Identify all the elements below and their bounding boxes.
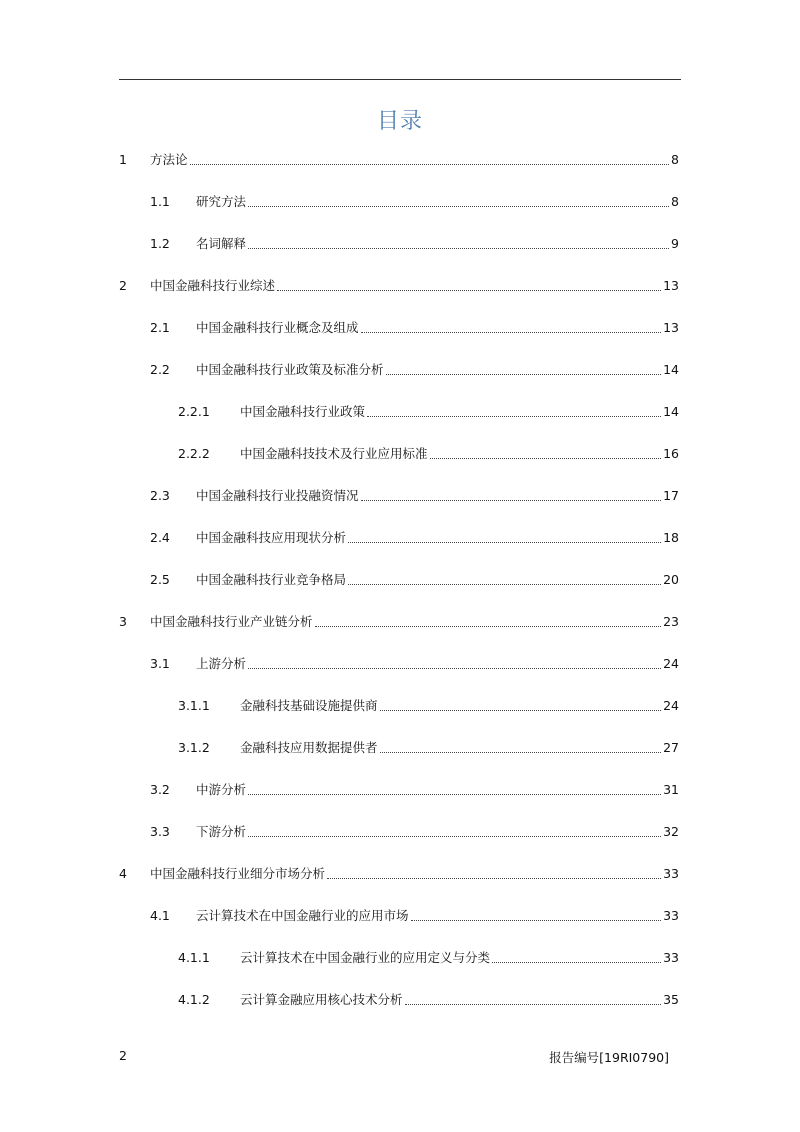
footer-page-number: 2 [119, 1048, 127, 1063]
toc-entry-title: 下游分析 [196, 824, 247, 839]
toc-entry-number: 2 [119, 278, 127, 293]
toc-entry-title: 金融科技基础设施提供商 [240, 698, 378, 713]
toc-entry[interactable] [150, 235, 679, 253]
toc-leader-dots [190, 164, 670, 165]
toc-entry-title: 云计算技术在中国金融行业的应用定义与分类 [240, 950, 491, 965]
toc-entry-page: 13 [663, 278, 679, 293]
toc-entry[interactable] [178, 739, 679, 757]
toc-entry-page: 33 [663, 866, 679, 881]
toc-entry-page: 13 [663, 320, 679, 335]
toc-leader-dots [248, 836, 661, 837]
toc-leader-dots [386, 374, 662, 375]
toc-entry-title: 中国金融科技应用现状分析 [196, 530, 347, 545]
toc-entry-number: 2.2.1 [178, 404, 210, 419]
toc-entry-number: 2.2.2 [178, 446, 210, 461]
toc-entry-title: 名词解释 [196, 236, 247, 251]
toc-entry-number: 3.3 [150, 824, 170, 839]
toc-leader-dots [248, 248, 669, 249]
toc-entry-page: 20 [663, 572, 679, 587]
toc-entry-number: 4.1.1 [178, 950, 210, 965]
toc-entry-title: 中国金融科技行业综述 [150, 278, 276, 293]
toc-entry-page: 33 [663, 950, 679, 965]
toc-entry[interactable] [119, 865, 679, 883]
toc-leader-dots [411, 920, 662, 921]
toc-leader-dots [277, 290, 661, 291]
toc-entry-page: 18 [663, 530, 679, 545]
toc-entry-number: 3 [119, 614, 127, 629]
toc-entry-number: 2.1 [150, 320, 170, 335]
toc-leader-dots [248, 206, 669, 207]
toc-entry-title: 研究方法 [196, 194, 247, 209]
toc-leader-dots [248, 794, 661, 795]
toc-entry-number: 2.3 [150, 488, 170, 503]
toc-entry-title: 方法论 [150, 152, 188, 167]
toc-entry-page: 9 [671, 236, 679, 251]
toc-entry-number: 2.5 [150, 572, 170, 587]
toc-entry-number: 4.1 [150, 908, 170, 923]
toc-entry-number: 4 [119, 866, 127, 881]
toc-entry[interactable] [150, 655, 679, 673]
toc-entry-title: 云计算金融应用核心技术分析 [240, 992, 403, 1007]
toc-entry-title: 中国金融科技行业产业链分析 [150, 614, 313, 629]
toc-leader-dots [348, 542, 661, 543]
toc-entry[interactable] [119, 613, 679, 631]
toc-entry-page: 23 [663, 614, 679, 629]
toc-leader-dots [315, 626, 662, 627]
toc-leader-dots [361, 332, 662, 333]
toc-leader-dots [367, 416, 661, 417]
toc-entry-title: 中国金融科技行业竞争格局 [196, 572, 347, 587]
toc-leader-dots [327, 878, 661, 879]
toc-entry-page: 24 [663, 656, 679, 671]
toc-leader-dots [380, 710, 662, 711]
toc-entry-title: 中国金融科技行业投融资情况 [196, 488, 359, 503]
toc-entry-title: 金融科技应用数据提供者 [240, 740, 378, 755]
toc-entry-title: 中国金融科技行业概念及组成 [196, 320, 359, 335]
toc-entry-page: 8 [671, 194, 679, 209]
toc-entry-page: 14 [663, 404, 679, 419]
toc-leader-dots [361, 500, 662, 501]
toc-entry-page: 35 [663, 992, 679, 1007]
toc-entry-number: 2.4 [150, 530, 170, 545]
toc-title: 目录 [376, 109, 423, 134]
toc-entry-title: 中国金融科技行业细分市场分析 [150, 866, 326, 881]
toc-entry[interactable] [150, 529, 679, 547]
toc-entry-title: 中游分析 [196, 782, 247, 797]
toc-entry[interactable] [178, 949, 679, 967]
toc-entry-page: 16 [663, 446, 679, 461]
toc-leader-dots [248, 668, 661, 669]
toc-entry-page: 24 [663, 698, 679, 713]
toc-entry[interactable] [150, 193, 679, 211]
toc-entry[interactable] [150, 907, 679, 925]
toc-entry[interactable] [178, 697, 679, 715]
toc-leader-dots [405, 1004, 662, 1005]
toc-entry-number: 4.1.2 [178, 992, 210, 1007]
toc-entry-number: 3.1 [150, 656, 170, 671]
toc-leader-dots [430, 458, 662, 459]
toc-entry[interactable] [119, 277, 679, 295]
toc-leader-dots [492, 962, 661, 963]
toc-entry-number: 2.2 [150, 362, 170, 377]
toc-entry-title: 云计算技术在中国金融行业的应用市场 [196, 908, 409, 923]
toc-entry-page: 8 [671, 152, 679, 167]
toc-entry-title: 中国金融科技技术及行业应用标准 [240, 446, 428, 461]
toc-entry-page: 33 [663, 908, 679, 923]
toc-entry-number: 3.1.1 [178, 698, 210, 713]
footer-report-id: 报告编号[19RI0790] [549, 1050, 669, 1065]
toc-entry[interactable] [119, 151, 679, 169]
toc-entry-title: 上游分析 [196, 656, 247, 671]
toc-entry[interactable] [150, 487, 679, 505]
toc-leader-dots [348, 584, 661, 585]
toc-entry-title: 中国金融科技行业政策及标准分析 [196, 362, 384, 377]
toc-entry-page: 31 [663, 782, 679, 797]
toc-entry[interactable] [178, 991, 679, 1009]
toc-entry-number: 1 [119, 152, 127, 167]
toc-entry-page: 27 [663, 740, 679, 755]
toc-leader-dots [380, 752, 662, 753]
toc-entry-page: 14 [663, 362, 679, 377]
toc-entry[interactable] [178, 445, 679, 463]
toc-entry-number: 1.1 [150, 194, 170, 209]
toc-entry[interactable] [150, 781, 679, 799]
toc-entry-title: 中国金融科技行业政策 [240, 404, 366, 419]
toc-entry-number: 1.2 [150, 236, 170, 251]
toc-entry[interactable] [178, 403, 679, 421]
toc-entry-number: 3.1.2 [178, 740, 210, 755]
toc-entry[interactable] [150, 319, 679, 337]
toc-entry-number: 3.2 [150, 782, 170, 797]
toc-entry-page: 17 [663, 488, 679, 503]
toc-entry-page: 32 [663, 824, 679, 839]
toc-entry[interactable] [150, 823, 679, 841]
toc-entry[interactable] [150, 571, 679, 589]
toc-entry[interactable] [150, 361, 679, 379]
